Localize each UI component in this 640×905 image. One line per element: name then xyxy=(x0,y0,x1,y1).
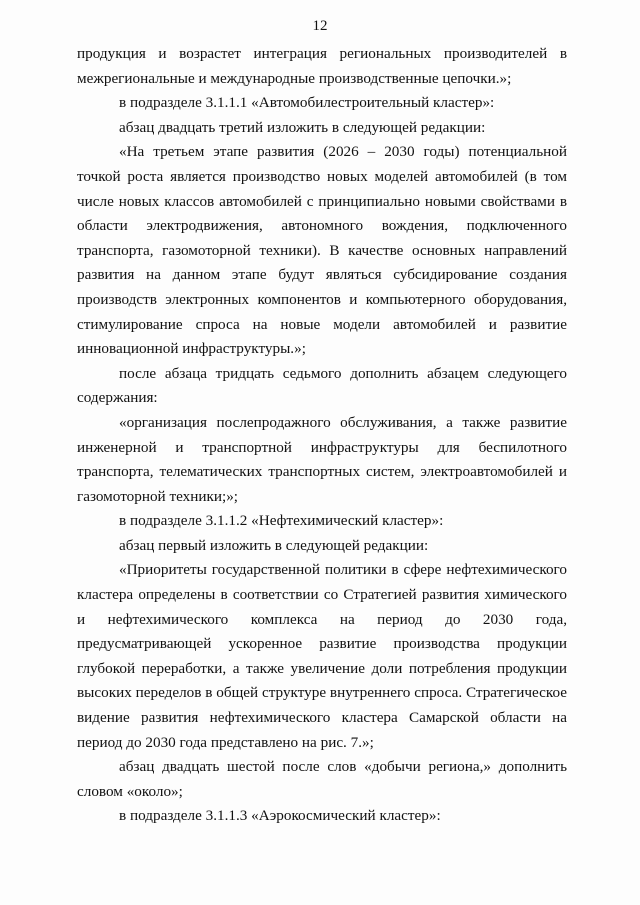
text-line: абзац двадцать третий изложить в следующей редакции: xyxy=(119,118,486,136)
text-line: числе новых классов автомобилей с принципиально новыми свойствами в xyxy=(77,192,567,210)
text-line: транспорта, телематических транспортных систем, электроавтомобилей и xyxy=(77,463,567,481)
text-line: период до 2030 года представлено на рис. 7.»; xyxy=(77,733,374,751)
text-line: точкой роста является производство новых моделей автомобилей (в том xyxy=(77,167,567,185)
text-line: транспорта, газомоторной техники). В качестве основных направлений xyxy=(77,241,567,259)
text-line: высоких переделов в общей структуре внутреннего спроса. Стратегическое xyxy=(77,684,567,702)
text-line: предусматривающей ускоренное развитие производства продукции xyxy=(77,635,567,653)
text-line: области электродвижения, автономного вождения, подключенного xyxy=(77,217,567,235)
text-line: в подразделе 3.1.1.1 «Автомобилестроительный кластер»: xyxy=(119,94,495,112)
text-line: видение развития нефтехимического кластера Самарской области на xyxy=(77,709,567,727)
page-number: 12 xyxy=(312,18,328,34)
text-line: абзац двадцать шестой после слов «добычи региона,» дополнить xyxy=(119,758,567,776)
text-line: и нефтехимического комплекса на период до 2030 года, xyxy=(77,610,567,628)
text-line: производств электронных компонентов и компьютерного оборудования, xyxy=(77,290,567,308)
document-body xyxy=(77,42,567,829)
text-line: в подразделе 3.1.1.3 «Аэрокосмический кластер»: xyxy=(119,807,441,825)
text-line: глубокой переработки, а также увеличение доли потребления продукции xyxy=(77,659,567,677)
text-line: словом «около»; xyxy=(77,782,183,800)
text-line: межрегиональные и международные производственные цепочки.»; xyxy=(77,69,512,87)
text-line: инженерной и транспортной инфраструктуры для беспилотного xyxy=(77,438,567,456)
text-line: абзац первый изложить в следующей редакции: xyxy=(119,536,429,554)
text-line: после абзаца тридцать седьмого дополнить абзацем следующего xyxy=(119,364,567,382)
text-line: стимулирование спроса на новые модели автомобилей и развитие xyxy=(77,315,567,333)
text-line: в подразделе 3.1.1.2 «Нефтехимический кластер»: xyxy=(119,512,444,530)
text-line: продукция и возрастет интеграция региональных производителей в xyxy=(77,45,567,62)
text-line: развития на данном этапе будут являться субсидирование создания xyxy=(77,266,567,284)
text-line: газомоторной техники;»; xyxy=(77,487,239,505)
text-line: «На третьем этапе развития (2026 – 2030 годы) потенциальной xyxy=(119,143,567,161)
text-line: инновационной инфраструктуры.»; xyxy=(77,340,306,358)
text-line: содержания: xyxy=(77,389,158,407)
text-line: «Приоритеты государственной политики в сфере нефтехимического xyxy=(119,561,567,579)
text-line: «организация послепродажного обслуживания, а также развитие xyxy=(119,413,567,431)
text-line: кластера определены в соответствии со Стратегией развития химического xyxy=(77,586,567,604)
